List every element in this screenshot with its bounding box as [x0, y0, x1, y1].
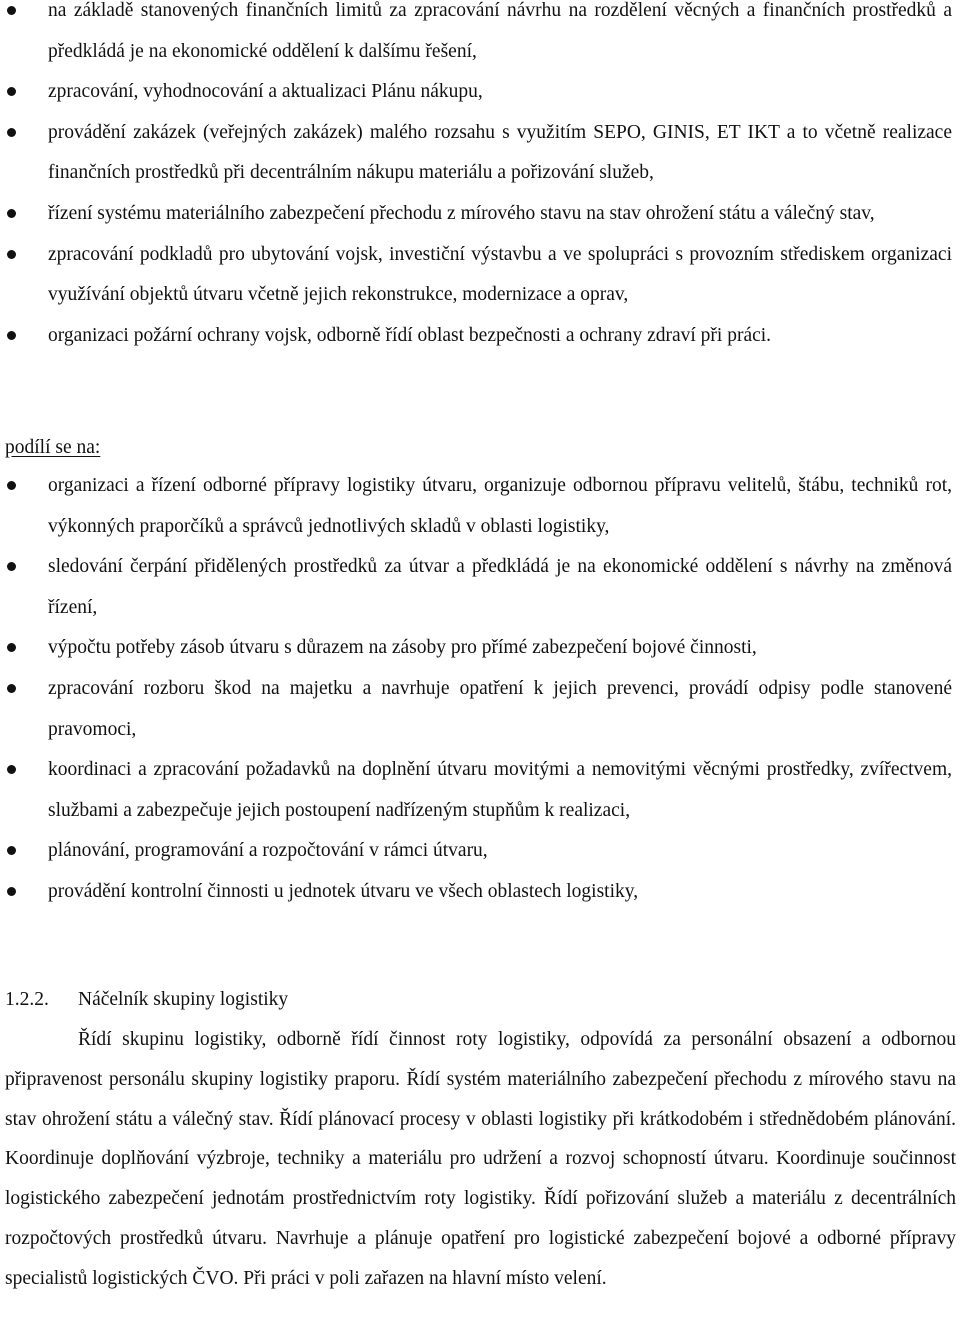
bullet-icon — [7, 765, 16, 774]
participation-heading: podílí se na: — [5, 437, 101, 458]
list-item-text: na základě stanovených finančních limitů za zpracování návrhu na rozdělení věcných a finančních prostředků a předkládá je na ekonomické oddělení k dalšímu řešení, — [48, 0, 952, 62]
list-item-text: organizaci požární ochrany vojsk, odborně řídí oblast bezpečnosti a ochrany zdraví při práci. — [48, 324, 772, 346]
bullet-icon — [7, 250, 16, 259]
list-item — [0, 669, 956, 750]
bullet-icon — [7, 481, 16, 490]
section-paragraph: Řídí skupinu logistiky, odborně řídí činnost roty logistiky, odpovídá za personální obsazení a odbornou připravenost personálu skupiny logistiky praporu. Řídí systém materiálního zabezpečení přechodu z mírového stavu na stav ohrožení státu a válečný stav. Řídí plánovací procesy v oblasti logistiky při krátkodobém i střednědobém plánování. Koordinuje doplňování výzbroje, techniky a materiálu pro udržení a rozvoj schopností útvaru. Koordinuje součinnost logistického zabezpečení jednotám prostřednictvím roty logistiky. Řídí pořizování služeb a materiálu z decentrálních rozpočtových prostředků útvaru. Navrhuje a plánuje opatření pro logistické zabezpečení bojové a odborné přípravy specialistů logistických ČVO. Při práci v poli zařazen na hlavní místo velení. — [5, 1029, 956, 1289]
bullet-icon — [7, 6, 16, 15]
list-item-text: zpracování rozboru škod na majetku a navrhuje opatření k jejich prevenci, provádí odpisy podle stanovené pravomoci, — [48, 677, 952, 740]
list-item-text: zpracování, vyhodnocování a aktualizaci Plánu nákupu, — [48, 81, 483, 103]
bullet-icon — [7, 562, 16, 571]
list-item-text: plánování, programování a rozpočtování v rámci útvaru, — [48, 840, 488, 862]
list-item — [0, 466, 956, 547]
bullet-icon — [7, 643, 16, 652]
list-item — [0, 872, 956, 913]
list-item — [0, 0, 956, 72]
participation-list — [0, 466, 956, 913]
list-item-text: provádění zakázek (veřejných zakázek) malého rozsahu s využitím SEPO, GINIS, ET IKT a to včetně realizace finančních prostředků při decentrálním nákupu materiálu a pořizování služeb, — [48, 121, 952, 184]
list-item — [0, 235, 956, 316]
bullet-icon — [7, 887, 16, 896]
list-item-text: organizaci a řízení odborné přípravy logistiky útvaru, organizuje odbornou přípravu velitelů, štábu, techniků rot, výkonných praporčíků a správců jednotlivých skladů v oblasti logistiky, — [48, 475, 952, 537]
list-item — [0, 547, 956, 628]
list-item-text: zpracování podkladů pro ubytování vojsk, investiční výstavbu a ve spolupráci s provozním střediskem organizaci využívání objektů útvaru včetně jejich rekonstrukce, modernizace a oprav, — [48, 243, 952, 306]
bullet-icon — [7, 684, 16, 693]
list-item-text: koordinaci a zpracování požadavků na doplnění útvaru movitými a nemovitými věcnými prostředky, zvířectvem, službami a zabezpečuje jejich postoupení nadřízeným stupňům k realizaci, — [48, 759, 952, 821]
list-item — [0, 113, 956, 194]
list-item-text: výpočtu potřeby zásob útvaru s důrazem na zásoby pro přímé zabezpečení bojové činnosti, — [48, 637, 757, 659]
list-item — [0, 194, 956, 235]
bullet-icon — [7, 87, 16, 96]
section-title: Náčelník skupiny logistiky — [78, 989, 289, 1010]
list-item-text: sledování čerpání přidělených prostředků za útvar a předkládá je na ekonomické oddělení s návrhy na změnová řízení, — [48, 556, 952, 618]
bullet-icon — [7, 209, 16, 218]
list-item — [0, 831, 956, 872]
section-number: 1.2.2. — [5, 989, 49, 1010]
list-item-text: provádění kontrolní činnosti u jednotek útvaru ve všech oblastech logistiky, — [48, 880, 639, 902]
list-item — [0, 628, 956, 669]
list-item-text: řízení systému materiálního zabezpečení přechodu z mírového stavu na stav ohrožení státu a válečný stav, — [48, 202, 875, 224]
bullet-icon — [7, 128, 16, 137]
list-item — [0, 316, 956, 357]
bullet-icon — [7, 331, 16, 340]
responsibility-list — [0, 0, 956, 356]
bullet-icon — [7, 846, 16, 855]
list-item — [0, 750, 956, 831]
list-item — [0, 72, 956, 113]
section-heading — [5, 980, 288, 1020]
